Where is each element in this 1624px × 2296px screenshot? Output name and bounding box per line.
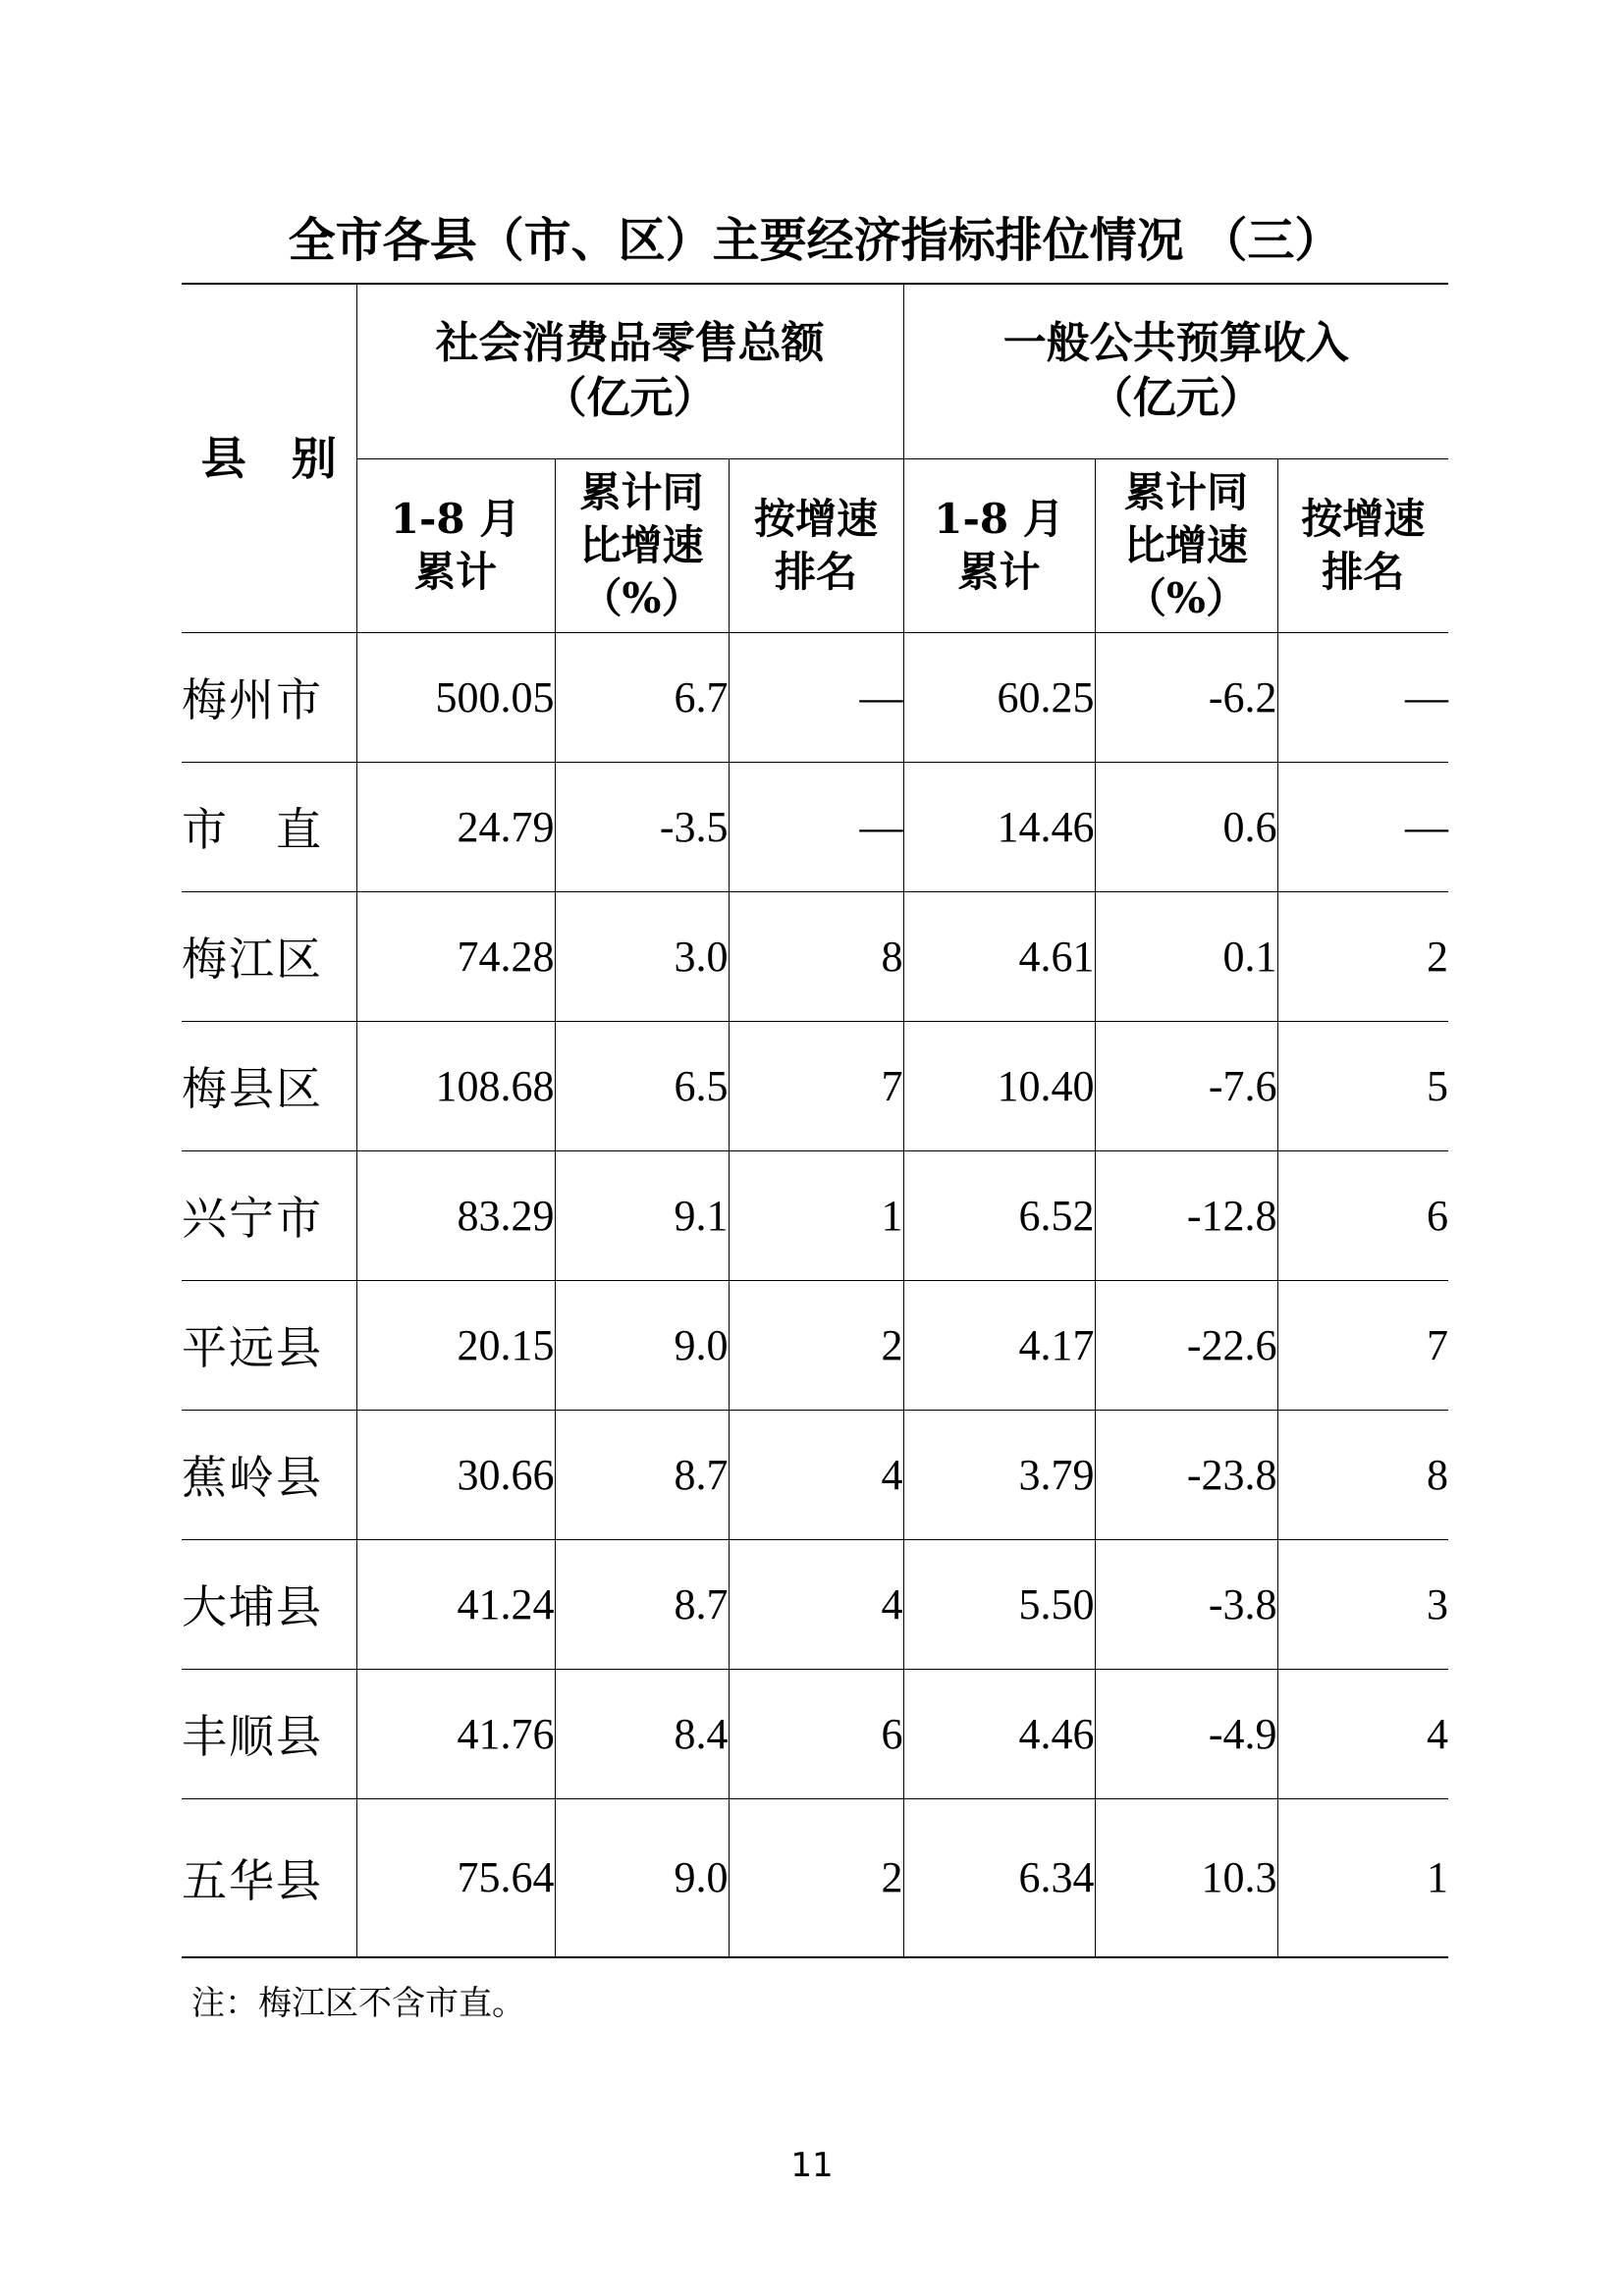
subheader-line: 排名 <box>775 547 858 596</box>
retail-growth-cell: 6.7 <box>555 632 729 762</box>
budget-revenue-group-header <box>903 284 1448 458</box>
budget-rank-cell: 5 <box>1277 1021 1448 1150</box>
county-cell: 五华县 <box>182 1798 356 1957</box>
retail-growth-cell: 8.7 <box>555 1539 729 1669</box>
budget-rank-cell: 6 <box>1277 1150 1448 1280</box>
retail-rank-cell: — <box>729 762 903 891</box>
county-column-header: 县 别 <box>182 284 356 632</box>
subheader-line: （%） <box>580 573 703 622</box>
retail-rank-cell: 2 <box>729 1280 903 1410</box>
county-cell: 丰顺县 <box>182 1669 356 1798</box>
budget-rank-cell: 8 <box>1277 1410 1448 1539</box>
subheader-line: （%） <box>1125 573 1247 622</box>
subheader-retail-growth <box>555 458 729 632</box>
budget-total-cell: 5.50 <box>903 1539 1095 1669</box>
retail-growth-cell: -3.5 <box>555 762 729 891</box>
header-row-subcolumns <box>182 458 1448 632</box>
budget-growth-cell: -6.2 <box>1095 632 1277 762</box>
retail-total-cell: 30.66 <box>356 1410 555 1539</box>
header-row-groups <box>182 284 1448 458</box>
retail-sales-group-title: 社会消费品零售总额 <box>435 318 825 369</box>
retail-rank-cell: 8 <box>729 891 903 1021</box>
retail-rank-cell: — <box>729 632 903 762</box>
county-cell: 平远县 <box>182 1280 356 1410</box>
budget-total-cell: 3.79 <box>903 1410 1095 1539</box>
budget-total-cell: 4.17 <box>903 1280 1095 1410</box>
table-row <box>182 632 1448 762</box>
budget-rank-cell: 3 <box>1277 1539 1448 1669</box>
subheader-line: 排名 <box>1322 547 1405 596</box>
page-title: 全市各县（市、区）主要经济指标排位情况 （三） <box>288 213 1342 268</box>
retail-rank-cell: 6 <box>729 1669 903 1798</box>
retail-sales-group-header <box>356 284 903 458</box>
retail-rank-cell: 2 <box>729 1798 903 1957</box>
budget-total-cell: 10.40 <box>903 1021 1095 1150</box>
budget-growth-cell: -7.6 <box>1095 1021 1277 1150</box>
budget-rank-cell: — <box>1277 632 1448 762</box>
table-row <box>182 1280 1448 1410</box>
county-cell: 梅江区 <box>182 891 356 1021</box>
budget-growth-cell: -23.8 <box>1095 1410 1277 1539</box>
table-row <box>182 762 1448 891</box>
budget-growth-cell: -22.6 <box>1095 1280 1277 1410</box>
budget-growth-cell: -12.8 <box>1095 1150 1277 1280</box>
budget-rank-cell: — <box>1277 762 1448 891</box>
budget-total-cell: 4.61 <box>903 891 1095 1021</box>
county-cell: 市 直 <box>182 762 356 891</box>
subheader-line: 累计 <box>957 547 1041 596</box>
budget-revenue-group-title: 一般公共预算收入 <box>1002 318 1349 369</box>
table-row <box>182 1669 1448 1798</box>
county-cell: 兴宁市 <box>182 1150 356 1280</box>
retail-total-cell: 500.05 <box>356 632 555 762</box>
subheader-line: 1-8 月 <box>390 494 521 543</box>
subheader-line: 比增速 <box>579 520 704 569</box>
retail-sales-group-unit: （亿元） <box>543 373 717 424</box>
retail-growth-cell: 8.4 <box>555 1669 729 1798</box>
subheader-retail-total <box>356 458 555 632</box>
budget-revenue-group-unit: （亿元） <box>1089 373 1263 424</box>
budget-rank-cell: 2 <box>1277 891 1448 1021</box>
budget-growth-cell: -3.8 <box>1095 1539 1277 1669</box>
budget-rank-cell: 4 <box>1277 1669 1448 1798</box>
budget-growth-cell: 0.1 <box>1095 891 1277 1021</box>
subheader-line: 比增速 <box>1124 520 1249 569</box>
subheader-retail-rank <box>729 458 903 632</box>
budget-total-cell: 14.46 <box>903 762 1095 891</box>
retail-growth-cell: 9.0 <box>555 1280 729 1410</box>
subheader-line: 1-8 月 <box>934 494 1064 543</box>
subheader-budget-total <box>903 458 1095 632</box>
budget-total-cell: 4.46 <box>903 1669 1095 1798</box>
retail-growth-cell: 9.1 <box>555 1150 729 1280</box>
budget-rank-cell: 7 <box>1277 1280 1448 1410</box>
budget-growth-cell: -4.9 <box>1095 1669 1277 1798</box>
economic-indicators-table <box>182 283 1448 1958</box>
subheader-line: 累计同 <box>579 467 704 516</box>
budget-growth-cell: 10.3 <box>1095 1798 1277 1957</box>
retail-growth-cell: 3.0 <box>555 891 729 1021</box>
retail-rank-cell: 7 <box>729 1021 903 1150</box>
retail-total-cell: 24.79 <box>356 762 555 891</box>
retail-total-cell: 74.28 <box>356 891 555 1021</box>
table-row <box>182 1150 1448 1280</box>
table-row <box>182 1539 1448 1669</box>
retail-growth-cell: 8.7 <box>555 1410 729 1539</box>
table-row <box>182 1798 1448 1957</box>
table-row <box>182 1021 1448 1150</box>
county-cell: 蕉岭县 <box>182 1410 356 1539</box>
retail-total-cell: 41.24 <box>356 1539 555 1669</box>
subheader-budget-growth <box>1095 458 1277 632</box>
subheader-budget-rank <box>1277 458 1448 632</box>
budget-rank-cell: 1 <box>1277 1798 1448 1957</box>
subheader-line: 按增速 <box>754 494 879 543</box>
retail-total-cell: 41.76 <box>356 1669 555 1798</box>
table-footnote: 注：梅江区不含市直。 <box>191 1984 525 2023</box>
budget-total-cell: 6.34 <box>903 1798 1095 1957</box>
table-row <box>182 891 1448 1021</box>
subheader-line: 按增速 <box>1301 494 1426 543</box>
retail-total-cell: 83.29 <box>356 1150 555 1280</box>
county-cell: 梅县区 <box>182 1021 356 1150</box>
budget-total-cell: 6.52 <box>903 1150 1095 1280</box>
retail-rank-cell: 1 <box>729 1150 903 1280</box>
retail-total-cell: 20.15 <box>356 1280 555 1410</box>
budget-total-cell: 60.25 <box>903 632 1095 762</box>
subheader-line: 累计同 <box>1124 467 1249 516</box>
retail-growth-cell: 6.5 <box>555 1021 729 1150</box>
subheader-line: 累计 <box>413 547 497 596</box>
retail-rank-cell: 4 <box>729 1539 903 1669</box>
retail-total-cell: 108.68 <box>356 1021 555 1150</box>
retail-total-cell: 75.64 <box>356 1798 555 1957</box>
page-number: 11 <box>790 2146 834 2185</box>
retail-rank-cell: 4 <box>729 1410 903 1539</box>
county-cell: 大埔县 <box>182 1539 356 1669</box>
budget-growth-cell: 0.6 <box>1095 762 1277 891</box>
table-row <box>182 1410 1448 1539</box>
county-cell: 梅州市 <box>182 632 356 762</box>
retail-growth-cell: 9.0 <box>555 1798 729 1957</box>
